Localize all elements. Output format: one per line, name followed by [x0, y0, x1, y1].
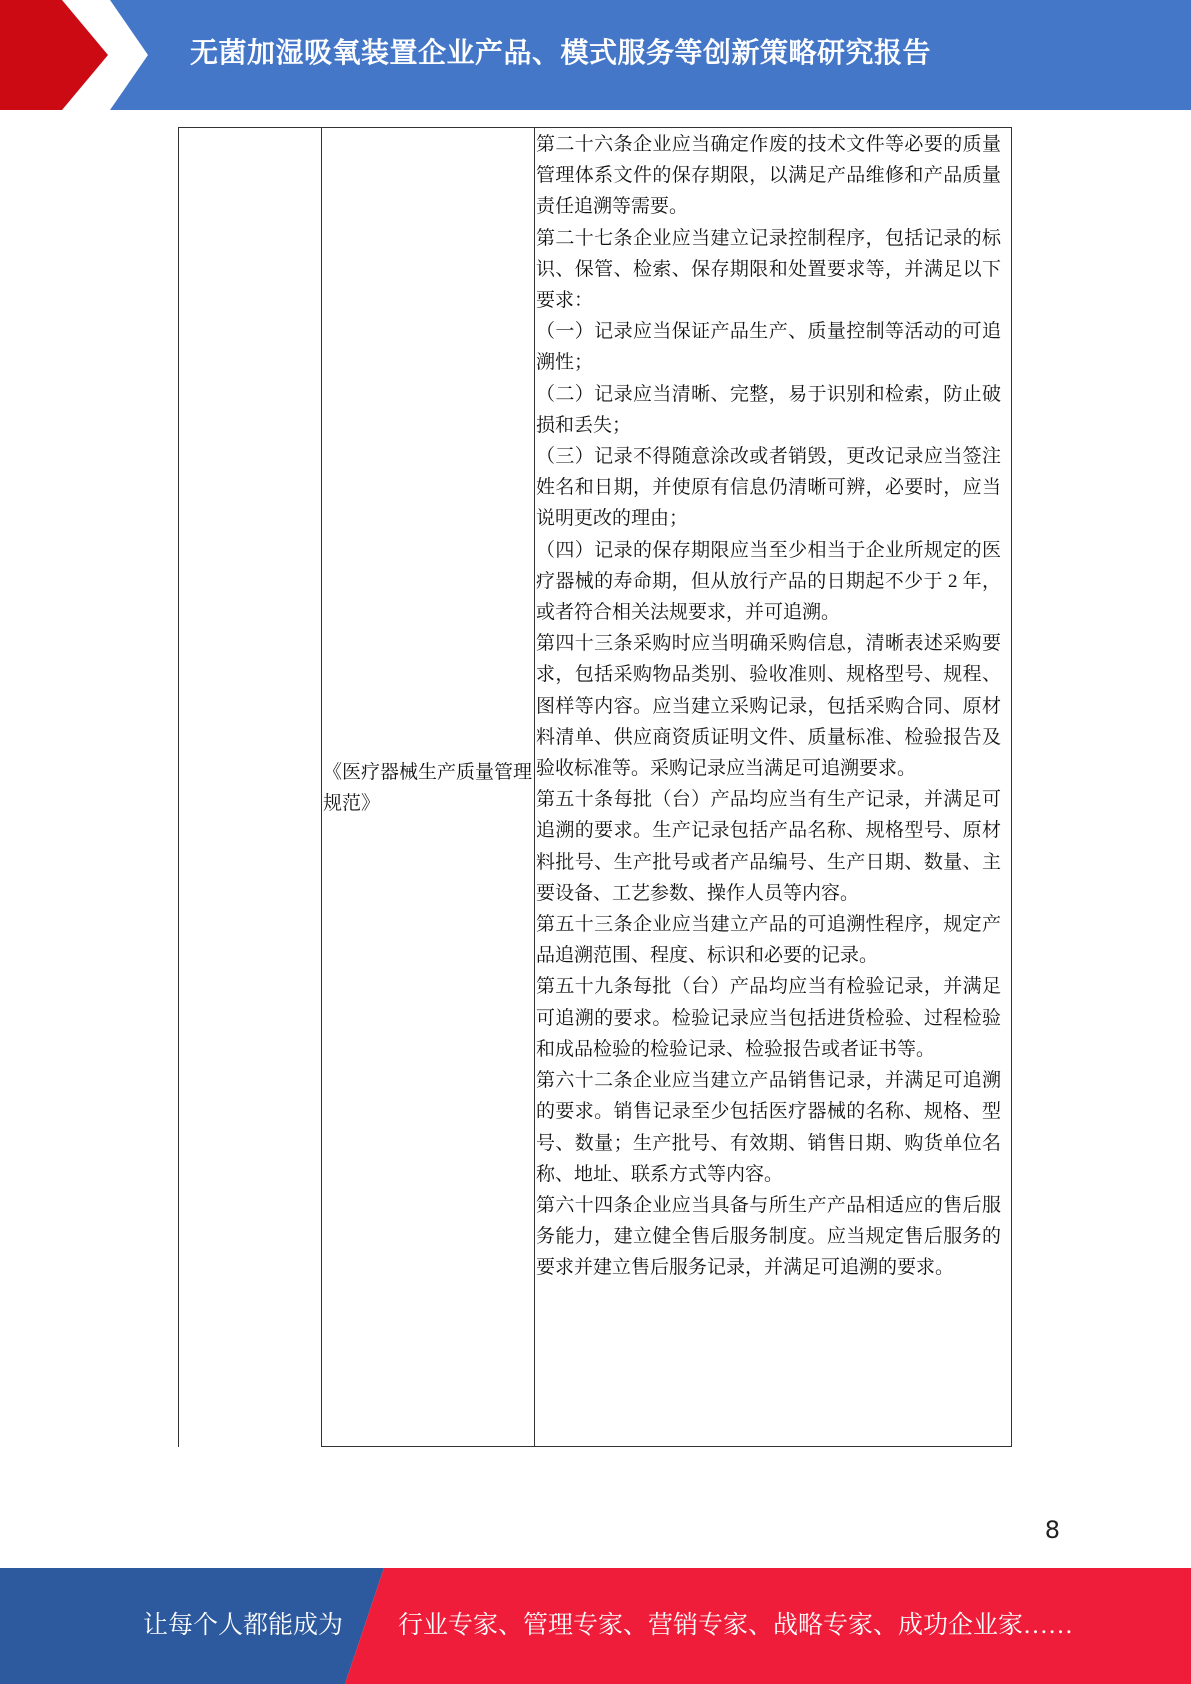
clause-paragraph: （三）记录不得随意涂改或者销毁，更改记录应当签注姓名和日期，并使原有信息仍清晰可辨，必要时，应当说明更改的理由； — [536, 446, 1001, 530]
table-border-top — [178, 127, 1012, 128]
header-banner — [0, 0, 1191, 110]
clause-paragraph: 第四十三条采购时应当明确采购信息，清晰表述采购要求，包括采购物品类别、验收准则、规格型号、规程、图样等内容。应当建立采购记录，包括采购合同、原材料清单、供应商资质证明文件、质量标准、检验报告及验收标准等。采购记录应当满足可追溯要求。 — [536, 633, 1001, 780]
clause-paragraph: 第五十条每批（台）产品均应当有生产记录，并满足可追溯的要求。生产记录包括产品名称、规格型号、原材料批号、生产批号或者产品编号、生产日期、数量、主要设备、工艺参数、操作人员等内容。 — [536, 789, 1001, 904]
clause-paragraph: 第二十六条企业应当确定作废的技术文件等必要的质量管理体系文件的保存期限，以满足产品维修和产品质量责任追溯等需要。 — [536, 134, 1001, 218]
footer-slogan-left: 让每个人都能成为 — [143, 1612, 344, 1639]
regulation-clauses-cell — [536, 129, 1001, 1284]
clause-paragraph: 第六十二条企业应当建立产品销售记录，并满足可追溯的要求。销售记录至少包括医疗器械的名称、规格、型号、数量；生产批号、有效期、销售日期、购货单位名称、地址、联系方式等内容。 — [536, 1070, 1001, 1185]
regulation-table — [178, 127, 1012, 1447]
footer-slogan-right: 行业专家、管理专家、营销专家、战略专家、成功企业家…… — [398, 1612, 1074, 1639]
footer-banner — [0, 1568, 1191, 1684]
clause-paragraph: （二）记录应当清晰、完整，易于识别和检索，防止破损和丢失； — [536, 383, 1001, 436]
clause-paragraph: （四）记录的保存期限应当至少相当于企业所规定的医疗器械的寿命期，但从放行产品的日期起不少于 2 年，或者符合相关法规要求，并可追溯。 — [536, 539, 1001, 624]
clause-paragraph: 第五十九条每批（台）产品均应当有检验记录，并满足可追溯的要求。检验记录应当包括进货检验、过程检验和成品检验的检验记录、检验报告或者证书等。 — [536, 976, 1001, 1060]
clause-paragraph: 第二十七条企业应当建立记录控制程序，包括记录的标识、保管、检索、保存期限和处置要求等，并满足以下要求： — [536, 227, 1001, 312]
clause-paragraph: （一）记录应当保证产品生产、质量控制等活动的可追溯性； — [536, 321, 1001, 374]
clause-paragraph: 第五十三条企业应当建立产品的可追溯性程序，规定产品追溯范围、程度、标识和必要的记录。 — [536, 914, 1001, 967]
table-divider-1 — [321, 127, 322, 1447]
page-number: 8 — [1044, 1516, 1060, 1544]
clause-paragraph: 第六十四条企业应当具备与所生产产品相适应的售后服务能力，建立健全售后服务制度。应当规定售后服务的要求并建立售后服务记录，并满足可追溯的要求。 — [536, 1194, 1001, 1279]
table-border-left — [178, 127, 179, 1447]
table-border-right — [1011, 127, 1012, 1447]
table-border-bottom — [321, 1446, 1012, 1447]
report-title: 无菌加湿吸氧装置企业产品、模式服务等创新策略研究报告 — [190, 36, 932, 69]
regulation-name-cell: 《医疗器械生产质量管理规范》 — [323, 762, 533, 814]
